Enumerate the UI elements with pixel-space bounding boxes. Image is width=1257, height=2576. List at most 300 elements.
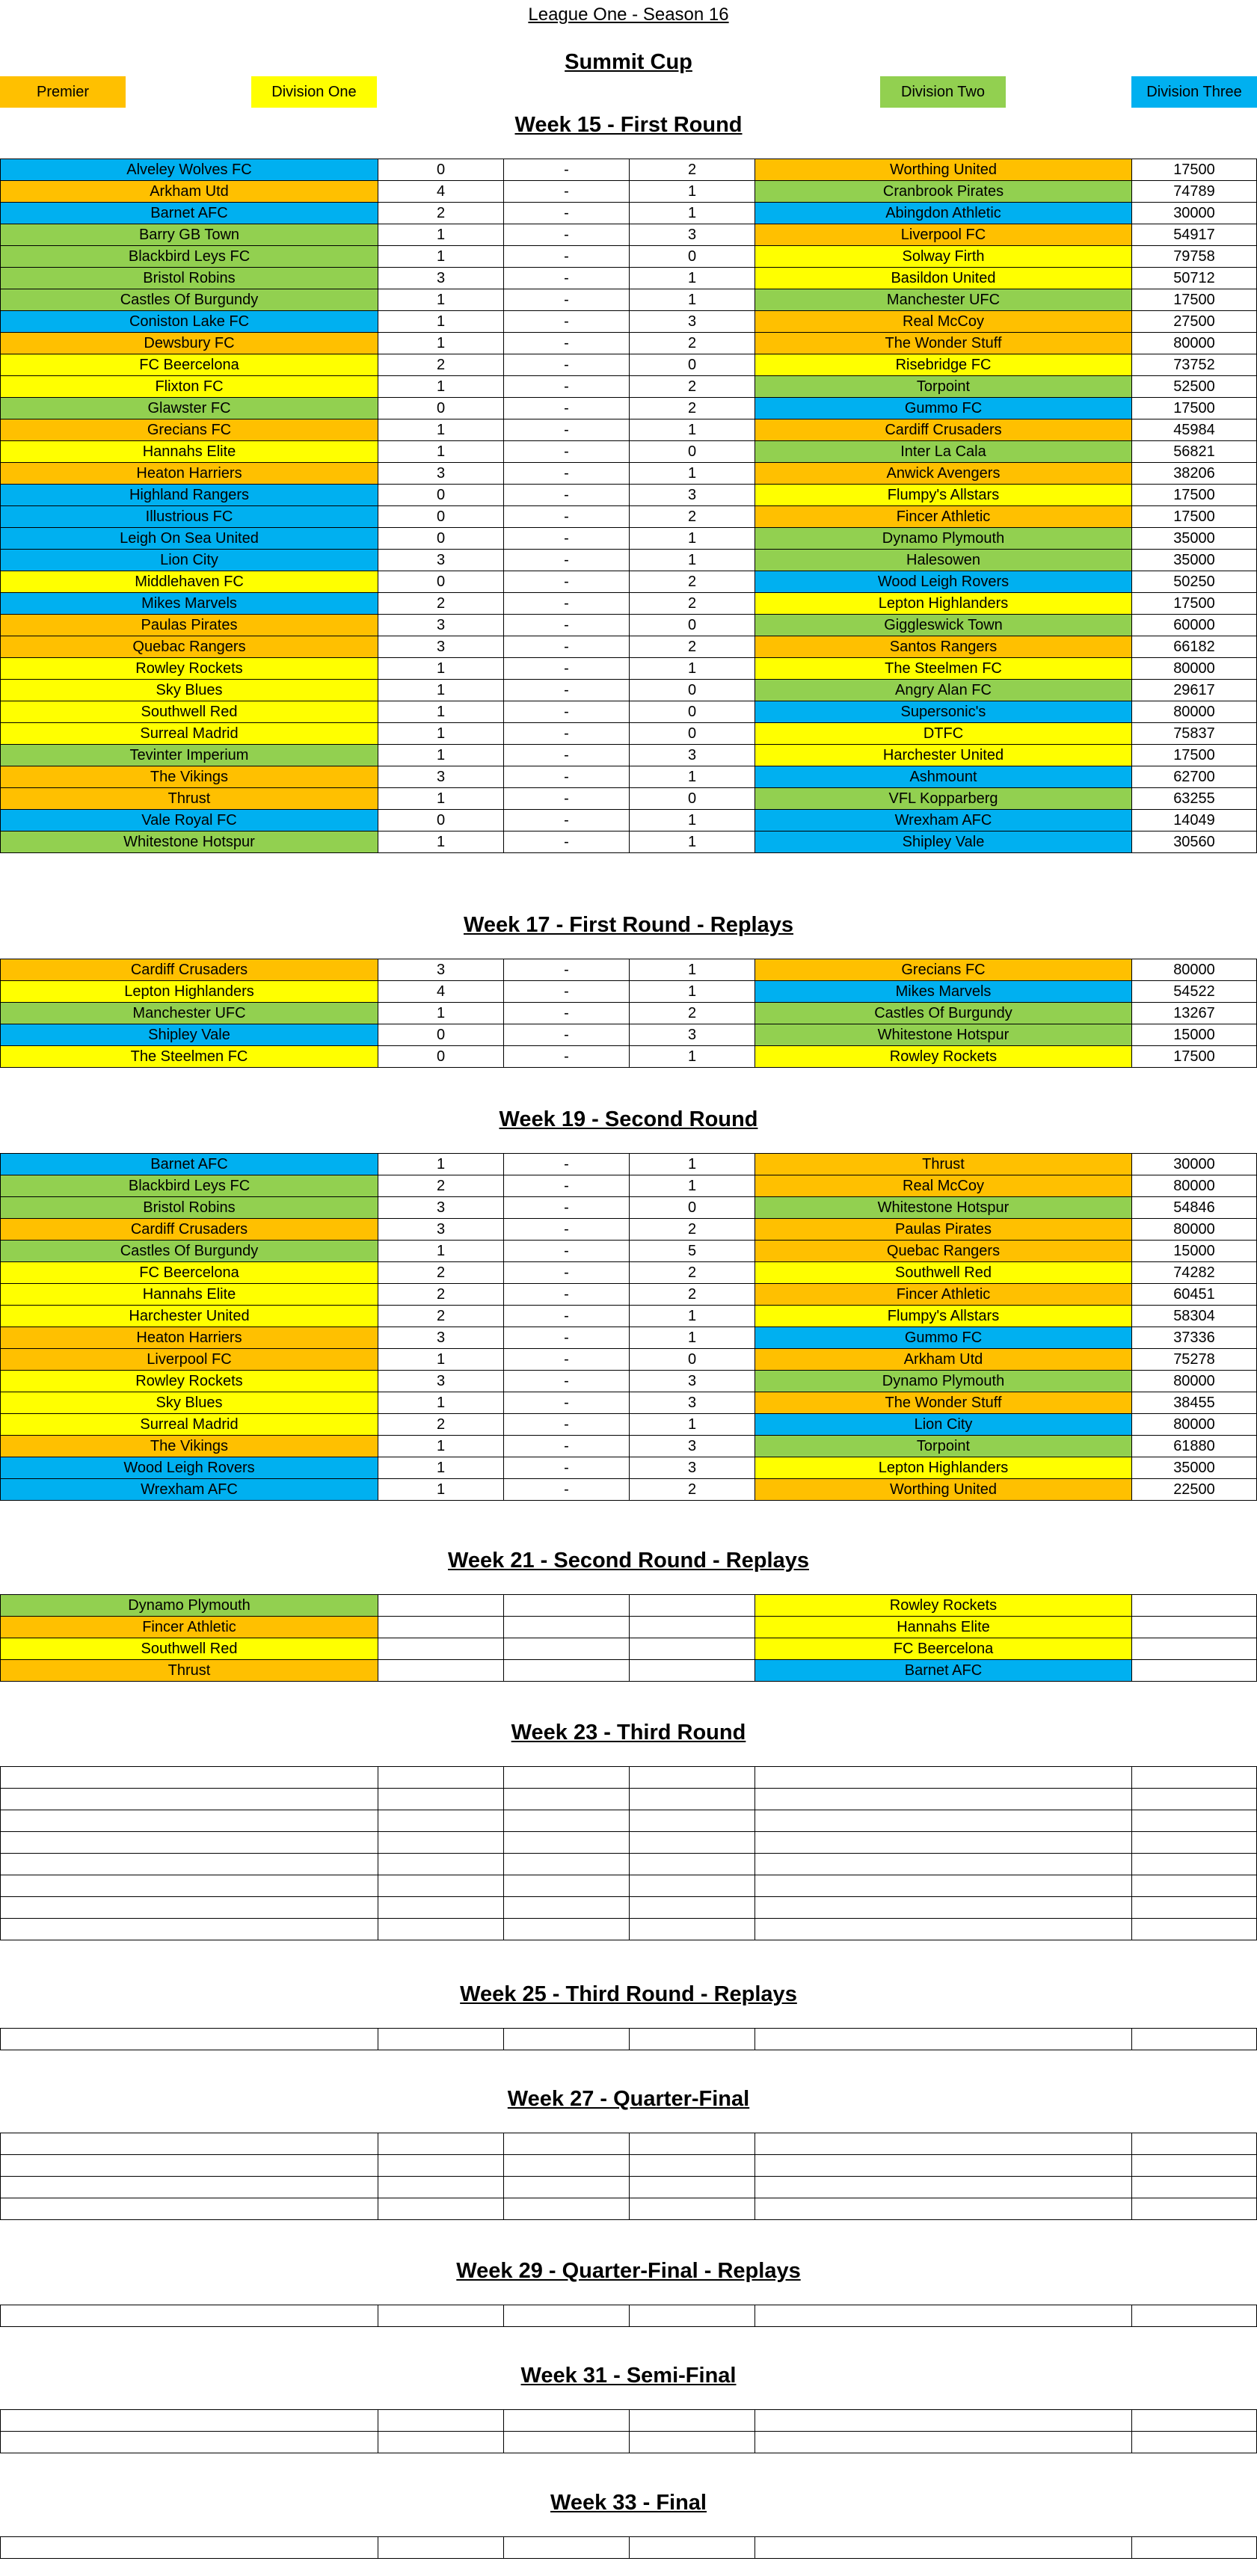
score-separator-cell: -	[503, 375, 630, 398]
away-score-cell	[629, 1659, 755, 1682]
away-score-cell: 2	[629, 1261, 755, 1284]
home-score-cell: 2	[378, 1283, 504, 1306]
attendance-cell	[1131, 1875, 1257, 1897]
home-score-cell: 3	[378, 1218, 504, 1241]
table-row	[0, 1240, 1257, 1262]
away-score-cell: 0	[629, 722, 755, 745]
home-score-cell: 2	[378, 354, 504, 376]
home-team-cell: Dynamo Plymouth	[0, 1594, 378, 1617]
table-row	[0, 1370, 1257, 1392]
away-score-cell	[629, 1616, 755, 1638]
score-separator-cell: -	[503, 1218, 630, 1241]
away-team-cell: Rowley Rockets	[754, 1594, 1132, 1617]
away-score-cell: 1	[629, 462, 755, 485]
home-score-cell: 2	[378, 592, 504, 615]
away-team-cell: Thrust	[754, 1153, 1132, 1175]
table-row	[0, 614, 1257, 636]
home-team-cell: Cardiff Crusaders	[0, 959, 378, 981]
attendance-cell: 35000	[1131, 549, 1257, 571]
home-team-cell: Wrexham AFC	[0, 1478, 378, 1501]
away-score-cell: 0	[629, 1348, 755, 1371]
away-score-cell: 0	[629, 354, 755, 376]
table-row	[0, 2198, 1257, 2220]
table-row	[0, 224, 1257, 246]
away-score-cell: 0	[629, 787, 755, 810]
home-score-cell	[378, 1896, 504, 1919]
home-score-cell	[378, 1831, 504, 1854]
score-separator-cell	[503, 1896, 630, 1919]
table-row	[0, 1457, 1257, 1479]
home-team-cell: FC Beercelona	[0, 1261, 378, 1284]
score-separator-cell	[503, 1766, 630, 1789]
away-team-cell	[754, 1896, 1132, 1919]
away-score-cell: 1	[629, 527, 755, 550]
home-team-cell: Rowley Rockets	[0, 1370, 378, 1392]
home-team-cell: Harchester United	[0, 1305, 378, 1327]
section-title-week-17: Week 17 - First Round - Replays	[463, 913, 794, 937]
home-team-cell: FC Beercelona	[0, 354, 378, 376]
away-team-cell: Fincer Athletic	[754, 505, 1132, 528]
away-score-cell: 3	[629, 1370, 755, 1392]
table-row	[0, 1766, 1257, 1789]
attendance-cell: 80000	[1131, 701, 1257, 723]
away-score-cell: 3	[629, 310, 755, 333]
section-title-week-19: Week 19 - Second Round	[499, 1107, 758, 1131]
home-score-cell: 1	[378, 1240, 504, 1262]
away-score-cell: 1	[629, 267, 755, 289]
home-score-cell: 2	[378, 1261, 504, 1284]
score-separator-cell: -	[503, 440, 630, 463]
attendance-cell	[1131, 2133, 1257, 2155]
home-team-cell: Castles Of Burgundy	[0, 289, 378, 311]
attendance-cell: 45984	[1131, 419, 1257, 441]
away-team-cell	[754, 2154, 1132, 2177]
home-team-cell: Arkham Utd	[0, 180, 378, 203]
attendance-cell: 50712	[1131, 267, 1257, 289]
home-score-cell: 4	[378, 180, 504, 203]
score-separator-cell: -	[503, 549, 630, 571]
home-team-cell: Tevinter Imperium	[0, 744, 378, 766]
home-score-cell	[378, 1853, 504, 1875]
away-team-cell: DTFC	[754, 722, 1132, 745]
home-score-cell	[378, 2431, 504, 2453]
home-score-cell: 1	[378, 657, 504, 680]
away-team-cell: Wrexham AFC	[754, 809, 1132, 831]
away-score-cell	[629, 2133, 755, 2155]
away-score-cell: 2	[629, 1218, 755, 1241]
away-score-cell	[629, 1766, 755, 1789]
score-separator-cell: -	[503, 289, 630, 311]
table-row	[0, 980, 1257, 1003]
home-team-cell: Alveley Wolves FC	[0, 159, 378, 181]
away-team-cell: Anwick Avengers	[754, 462, 1132, 485]
away-score-cell: 3	[629, 1435, 755, 1457]
table-row	[0, 1392, 1257, 1414]
score-separator-cell	[503, 1918, 630, 1940]
home-score-cell	[378, 2176, 504, 2198]
attendance-cell	[1131, 2028, 1257, 2050]
home-team-cell: Heaton Harriers	[0, 1327, 378, 1349]
score-separator-cell: -	[503, 766, 630, 788]
away-score-cell	[629, 2305, 755, 2327]
home-score-cell: 3	[378, 462, 504, 485]
away-team-cell: Basildon United	[754, 267, 1132, 289]
home-score-cell	[378, 1766, 504, 1789]
away-score-cell: 1	[629, 980, 755, 1003]
away-team-cell: Lion City	[754, 1413, 1132, 1436]
score-separator-cell: -	[503, 419, 630, 441]
away-team-cell	[754, 2409, 1132, 2432]
score-separator-cell: -	[503, 722, 630, 745]
attendance-cell: 30000	[1131, 1153, 1257, 1175]
attendance-cell: 35000	[1131, 527, 1257, 550]
away-team-cell: Fincer Athletic	[754, 1283, 1132, 1306]
table-row	[0, 1261, 1257, 1284]
table-row	[0, 180, 1257, 203]
away-team-cell	[754, 1810, 1132, 1832]
away-score-cell: 2	[629, 1283, 755, 1306]
score-separator-cell: -	[503, 1175, 630, 1197]
home-team-cell	[0, 2305, 378, 2327]
away-score-cell: 2	[629, 636, 755, 658]
away-team-cell: Giggleswick Town	[754, 614, 1132, 636]
table-row	[0, 462, 1257, 485]
attendance-cell: 75837	[1131, 722, 1257, 745]
away-score-cell: 0	[629, 245, 755, 268]
away-score-cell: 1	[629, 180, 755, 203]
home-team-cell: Liverpool FC	[0, 1348, 378, 1371]
home-score-cell	[378, 1594, 504, 1617]
score-separator-cell: -	[503, 527, 630, 550]
score-separator-cell: -	[503, 571, 630, 593]
score-separator-cell: -	[503, 1240, 630, 1262]
table-row	[0, 1348, 1257, 1371]
attendance-cell: 54522	[1131, 980, 1257, 1003]
attendance-cell: 58304	[1131, 1305, 1257, 1327]
away-score-cell: 0	[629, 701, 755, 723]
attendance-cell: 35000	[1131, 1457, 1257, 1479]
away-team-cell: Cranbrook Pirates	[754, 180, 1132, 203]
score-separator-cell: -	[503, 245, 630, 268]
table-row	[0, 397, 1257, 419]
section-title-week-15: Week 15 - First Round	[514, 113, 743, 137]
table-row	[0, 1638, 1257, 1660]
score-separator-cell: -	[503, 505, 630, 528]
away-score-cell	[629, 1853, 755, 1875]
home-score-cell: 3	[378, 959, 504, 981]
attendance-cell	[1131, 2409, 1257, 2432]
away-score-cell	[629, 2154, 755, 2177]
away-score-cell	[629, 2028, 755, 2050]
score-separator-cell	[503, 1594, 630, 1617]
home-team-cell	[0, 1875, 378, 1897]
table-row	[0, 159, 1257, 181]
table-row	[0, 440, 1257, 463]
home-team-cell: Glawster FC	[0, 397, 378, 419]
away-team-cell: VFL Kopparberg	[754, 787, 1132, 810]
away-team-cell	[754, 1875, 1132, 1897]
home-score-cell: 3	[378, 614, 504, 636]
score-separator-cell: -	[503, 310, 630, 333]
table-row	[0, 1616, 1257, 1638]
away-team-cell: Ashmount	[754, 766, 1132, 788]
table-row	[0, 245, 1257, 268]
attendance-cell: 66182	[1131, 636, 1257, 658]
attendance-cell	[1131, 2536, 1257, 2559]
table-row	[0, 636, 1257, 658]
home-team-cell: Highland Rangers	[0, 484, 378, 506]
table-row	[0, 1435, 1257, 1457]
attendance-cell: 15000	[1131, 1240, 1257, 1262]
table-row	[0, 787, 1257, 810]
home-score-cell: 1	[378, 245, 504, 268]
score-separator-cell: -	[503, 592, 630, 615]
away-score-cell: 2	[629, 397, 755, 419]
home-score-cell: 1	[378, 1002, 504, 1024]
table-row	[0, 592, 1257, 615]
home-score-cell: 1	[378, 1435, 504, 1457]
home-team-cell: Bristol Robins	[0, 1196, 378, 1219]
away-team-cell: Harchester United	[754, 744, 1132, 766]
away-score-cell	[629, 1788, 755, 1810]
away-team-cell: Risebridge FC	[754, 354, 1132, 376]
home-team-cell: Rowley Rockets	[0, 657, 378, 680]
home-team-cell: Hannahs Elite	[0, 440, 378, 463]
home-team-cell	[0, 2431, 378, 2453]
home-score-cell: 1	[378, 831, 504, 853]
attendance-cell	[1131, 2154, 1257, 2177]
home-team-cell	[0, 1896, 378, 1919]
away-team-cell: Flumpy's Allstars	[754, 484, 1132, 506]
score-separator-cell: -	[503, 354, 630, 376]
away-team-cell: Gummo FC	[754, 1327, 1132, 1349]
score-separator-cell: -	[503, 744, 630, 766]
away-score-cell: 2	[629, 571, 755, 593]
table-row	[0, 722, 1257, 745]
attendance-cell: 17500	[1131, 397, 1257, 419]
attendance-cell: 75278	[1131, 1348, 1257, 1371]
away-team-cell: Santos Rangers	[754, 636, 1132, 658]
home-team-cell: Hannahs Elite	[0, 1283, 378, 1306]
home-team-cell	[0, 2409, 378, 2432]
away-score-cell: 2	[629, 375, 755, 398]
score-separator-cell: -	[503, 1435, 630, 1457]
away-score-cell	[629, 2176, 755, 2198]
score-separator-cell: -	[503, 1392, 630, 1414]
table-row	[0, 1175, 1257, 1197]
away-score-cell: 3	[629, 1392, 755, 1414]
away-score-cell	[629, 2409, 755, 2432]
away-team-cell: Quebac Rangers	[754, 1240, 1132, 1262]
attendance-cell: 73752	[1131, 354, 1257, 376]
home-score-cell: 1	[378, 1457, 504, 1479]
home-team-cell: Shipley Vale	[0, 1024, 378, 1046]
score-separator-cell	[503, 2409, 630, 2432]
score-separator-cell	[503, 1788, 630, 1810]
away-team-cell: Dynamo Plymouth	[754, 1370, 1132, 1392]
attendance-cell: 17500	[1131, 592, 1257, 615]
score-separator-cell: -	[503, 267, 630, 289]
away-score-cell: 2	[629, 159, 755, 181]
score-separator-cell: -	[503, 657, 630, 680]
home-team-cell: Whitestone Hotspur	[0, 831, 378, 853]
table-row	[0, 289, 1257, 311]
table-row	[0, 354, 1257, 376]
away-score-cell	[629, 1875, 755, 1897]
score-separator-cell: -	[503, 1283, 630, 1306]
score-separator-cell: -	[503, 1478, 630, 1501]
away-score-cell: 1	[629, 1153, 755, 1175]
attendance-cell: 62700	[1131, 766, 1257, 788]
attendance-cell: 27500	[1131, 310, 1257, 333]
away-team-cell: Real McCoy	[754, 310, 1132, 333]
away-team-cell: Gummo FC	[754, 397, 1132, 419]
home-team-cell: Lepton Highlanders	[0, 980, 378, 1003]
score-separator-cell: -	[503, 614, 630, 636]
away-score-cell	[629, 1594, 755, 1617]
home-team-cell: Blackbird Leys FC	[0, 245, 378, 268]
away-team-cell: Barnet AFC	[754, 1659, 1132, 1682]
table-row	[0, 2409, 1257, 2432]
home-score-cell	[378, 1788, 504, 1810]
away-team-cell	[754, 1788, 1132, 1810]
section-title-week-21: Week 21 - Second Round - Replays	[448, 1549, 809, 1573]
score-separator-cell: -	[503, 636, 630, 658]
table-row	[0, 679, 1257, 701]
score-separator-cell: -	[503, 1024, 630, 1046]
away-score-cell	[629, 1810, 755, 1832]
home-team-cell	[0, 1918, 378, 1940]
away-score-cell: 2	[629, 505, 755, 528]
away-score-cell: 3	[629, 1457, 755, 1479]
home-score-cell	[378, 1875, 504, 1897]
away-score-cell: 5	[629, 1240, 755, 1262]
away-team-cell: The Wonder Stuff	[754, 1392, 1132, 1414]
away-team-cell: Solway Firth	[754, 245, 1132, 268]
score-separator-cell: -	[503, 397, 630, 419]
away-score-cell	[629, 2536, 755, 2559]
away-score-cell: 0	[629, 440, 755, 463]
away-team-cell: Whitestone Hotspur	[754, 1024, 1132, 1046]
home-score-cell: 1	[378, 332, 504, 354]
home-score-cell: 2	[378, 1175, 504, 1197]
home-score-cell: 1	[378, 440, 504, 463]
attendance-cell: 63255	[1131, 787, 1257, 810]
away-team-cell: Supersonic's	[754, 701, 1132, 723]
away-team-cell	[754, 2536, 1132, 2559]
home-score-cell: 0	[378, 1024, 504, 1046]
score-separator-cell: -	[503, 332, 630, 354]
home-score-cell: 1	[378, 787, 504, 810]
cup-title: Summit Cup	[565, 50, 692, 74]
home-score-cell: 0	[378, 484, 504, 506]
away-team-cell: Angry Alan FC	[754, 679, 1132, 701]
home-score-cell	[378, 2198, 504, 2220]
away-team-cell: Castles Of Burgundy	[754, 1002, 1132, 1024]
score-separator-cell	[503, 2133, 630, 2155]
home-team-cell	[0, 1810, 378, 1832]
score-separator-cell: -	[503, 1348, 630, 1371]
legend-division-three: Division Three	[1131, 76, 1257, 108]
away-score-cell: 2	[629, 1478, 755, 1501]
section-title-week-25: Week 25 - Third Round - Replays	[460, 1982, 797, 2006]
season-title: League One - Season 16	[528, 4, 729, 25]
home-team-cell: Southwell Red	[0, 1638, 378, 1660]
away-team-cell: FC Beercelona	[754, 1638, 1132, 1660]
score-separator-cell: -	[503, 1196, 630, 1219]
home-score-cell	[378, 1616, 504, 1638]
table-row	[0, 1918, 1257, 1940]
score-separator-cell: -	[503, 1457, 630, 1479]
home-team-cell: Surreal Madrid	[0, 722, 378, 745]
away-score-cell: 1	[629, 1175, 755, 1197]
attendance-cell: 15000	[1131, 1024, 1257, 1046]
section-title-week-33: Week 33 - Final	[550, 2491, 707, 2515]
table-row	[0, 2176, 1257, 2198]
away-team-cell	[754, 2133, 1132, 2155]
home-team-cell	[0, 1831, 378, 1854]
home-score-cell: 0	[378, 397, 504, 419]
score-separator-cell: -	[503, 1413, 630, 1436]
away-team-cell	[754, 1766, 1132, 1789]
table-row	[0, 1594, 1257, 1617]
away-score-cell: 1	[629, 549, 755, 571]
away-team-cell: The Steelmen FC	[754, 657, 1132, 680]
away-team-cell	[754, 2305, 1132, 2327]
table-row	[0, 1218, 1257, 1241]
section-title-week-29: Week 29 - Quarter-Final - Replays	[456, 2259, 801, 2283]
home-team-cell: Barnet AFC	[0, 1153, 378, 1175]
legend-division-two: Division Two	[880, 76, 1006, 108]
away-team-cell	[754, 2028, 1132, 2050]
legend-division-one: Division One	[251, 76, 377, 108]
attendance-cell	[1131, 1831, 1257, 1854]
home-score-cell: 0	[378, 571, 504, 593]
away-team-cell: Abingdon Athletic	[754, 202, 1132, 224]
home-score-cell: 2	[378, 1413, 504, 1436]
attendance-cell: 61880	[1131, 1435, 1257, 1457]
table-row	[0, 744, 1257, 766]
home-score-cell	[378, 2133, 504, 2155]
table-row	[0, 657, 1257, 680]
away-score-cell	[629, 1638, 755, 1660]
score-separator-cell	[503, 1616, 630, 1638]
home-team-cell: Lion City	[0, 549, 378, 571]
score-separator-cell: -	[503, 1370, 630, 1392]
home-score-cell: 3	[378, 766, 504, 788]
table-row	[0, 332, 1257, 354]
home-score-cell	[378, 1918, 504, 1940]
away-team-cell: Mikes Marvels	[754, 980, 1132, 1003]
away-score-cell: 1	[629, 202, 755, 224]
table-row	[0, 2431, 1257, 2453]
score-separator-cell: -	[503, 701, 630, 723]
away-score-cell	[629, 2431, 755, 2453]
home-team-cell: The Vikings	[0, 1435, 378, 1457]
home-score-cell: 1	[378, 1348, 504, 1371]
home-score-cell: 3	[378, 267, 504, 289]
away-team-cell: Dynamo Plymouth	[754, 527, 1132, 550]
attendance-cell: 37336	[1131, 1327, 1257, 1349]
away-score-cell: 2	[629, 592, 755, 615]
away-score-cell	[629, 2198, 755, 2220]
table-row	[0, 484, 1257, 506]
home-team-cell: Thrust	[0, 1659, 378, 1682]
table-row	[0, 1478, 1257, 1501]
home-score-cell: 1	[378, 419, 504, 441]
home-team-cell: Castles Of Burgundy	[0, 1240, 378, 1262]
attendance-cell	[1131, 1616, 1257, 1638]
